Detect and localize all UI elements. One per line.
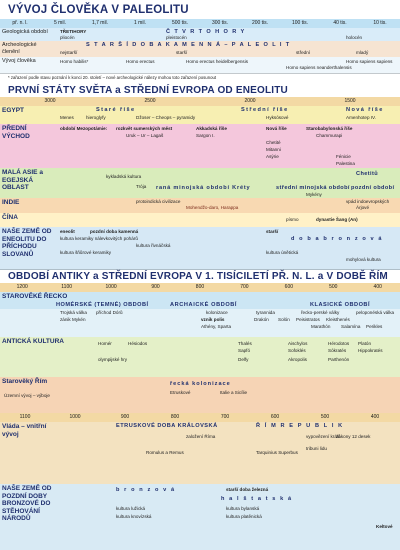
scale-tick-label: 100 tis. [291, 20, 309, 26]
row-text: HOMÉRSKÉ (TEMNÉ) OBDOBÍ [56, 302, 149, 308]
human-evolution-row [0, 57, 400, 74]
row-text: Platón [358, 341, 372, 346]
scale-tick-label: 1000 [105, 284, 117, 290]
row-label: Starověký Řím [2, 378, 48, 385]
row-text: b r o n z o v á [116, 487, 176, 493]
row-text: rozkvět sumerských měst [116, 126, 173, 131]
scale-tick-label: 10 tis. [373, 20, 387, 26]
row-text: Solón [278, 317, 290, 322]
scale-tick-label: 500 [320, 414, 330, 420]
row-label: INDIE [2, 199, 20, 206]
scale-tick-label: 600 [270, 414, 280, 420]
scale-tick-label: 900 [120, 414, 130, 420]
row-text: kultura únětická [266, 250, 299, 255]
china-row [0, 213, 400, 228]
row-text: zánik Mykén [60, 317, 86, 322]
scale-tick-label: 300 tis. [211, 20, 229, 26]
row-label: Archeologické členění [2, 42, 37, 55]
paleolit-time-scale [0, 19, 400, 28]
row-text: kultura šňůrové keramiky [60, 250, 112, 255]
row-text: založení Říma [186, 434, 216, 439]
row-text: Starobabylonská říše [306, 126, 353, 131]
row-text: Tarquinius Superbus [256, 450, 298, 455]
paleolit-heading: VÝVOJ ČLOVĚKA V PALEOLITU [8, 4, 189, 16]
row-text: kultura knovízská [116, 514, 152, 519]
row-text: vznik polis [201, 317, 225, 322]
row-text: Amenhotep IV. [346, 115, 376, 120]
row-label: NAŠE ZEMĚ OD POZDNÍ DOBY BRONZOVÉ DO STĚHOVÁNÍ NÁRODŮ [2, 485, 52, 522]
row-text: kultura keramiky nálevkovitých pohárů [60, 236, 138, 241]
scale-tick-label: 700 [240, 284, 249, 290]
ancient-culture-row [0, 337, 400, 378]
row-text: Nová říše [266, 126, 287, 131]
row-text: Hippokratés [358, 348, 383, 353]
scale-tick-label: 1200 [16, 284, 28, 290]
row-text: Střední říše [241, 107, 289, 113]
row-text: Mitanni [266, 147, 281, 152]
ancient-rome-row [0, 377, 400, 414]
row-text: Sókratés [328, 348, 347, 353]
scale-tick-label: 1000 [69, 414, 81, 420]
row-text: pozdní doba kamenná [90, 229, 139, 234]
row-text: Athény, Sparta [201, 324, 232, 329]
row-text: Etruskové [170, 390, 191, 395]
row-label [0, 309, 56, 337]
row-text: Parthenón [328, 357, 350, 362]
scale-tick-label: 1,7 mil. [91, 20, 109, 26]
row-text: Hérodotos [328, 341, 350, 346]
row-text: Hésiodos [128, 341, 148, 346]
row-label: Vývoj člověka [2, 58, 36, 64]
scale-tick-label: 1500 [344, 98, 356, 104]
row-text: Homo sapiens neanderthalensis [286, 65, 352, 70]
row-text: kultura lužická [116, 506, 146, 511]
antika-lower-time-scale [0, 413, 400, 422]
row-text: Chammurapi [316, 133, 343, 138]
row-text: Italie a Sicílie [220, 390, 248, 395]
geologic-periods-row [0, 28, 400, 42]
row-text: pleistocén [166, 35, 187, 40]
scale-tick-label: 40 tis. [333, 20, 347, 26]
row-text: pozdní období [351, 185, 395, 191]
scale-tick-label: 2500 [144, 98, 156, 104]
row-text: řecko-perské války [301, 310, 340, 315]
row-text: starší [176, 50, 188, 55]
row-text: Menes [60, 115, 74, 120]
row-text: písmo [286, 217, 299, 222]
row-text: Č T V R T O H O R Y [166, 29, 246, 35]
row-text: Aischylos [288, 341, 308, 346]
row-text: střední minojská období [276, 185, 350, 191]
row-text: holocén [346, 35, 363, 40]
eneolit-time-scale [0, 97, 400, 106]
row-text: S T A R Š Í D O B A K A M E N N Á – P A L E O L I T [86, 42, 291, 48]
row-text: Chetitů [356, 171, 379, 177]
row-text: Homo erectus heidelbergensis [186, 59, 249, 64]
row-text: hieroglyfy [86, 115, 106, 120]
scale-tick-label: 1 mil. [134, 20, 146, 26]
scale-tick-label: 800 [195, 284, 205, 290]
row-text: Homo habilis* [60, 59, 89, 64]
row-text: Perikles [366, 324, 383, 329]
eneolit-heading: PRVNÍ STÁTY SVĚTA a STŘEDNÍ EVROPA OD ENEOLITU [8, 85, 288, 96]
scale-tick-label: 500 tis. [171, 20, 189, 26]
antika-heading: OBDOBÍ ANTIKY a STŘEDNÍ EVROPA V 1. TISÍCILETÍ PŘ. N. L. a V DOBĚ ŘÍM [8, 271, 388, 282]
asia-minor-row [0, 168, 400, 199]
row-text: Delfy [238, 357, 249, 362]
scale-tick-label: 600 [284, 284, 294, 290]
row-label: Geologická období [2, 29, 48, 35]
row-text: ARCHAICKÉ OBDOBÍ [170, 302, 238, 308]
row-text: Územní vývoj – výboje [4, 393, 50, 398]
near-east-row [0, 124, 400, 169]
row-text: Árjové [356, 205, 370, 210]
row-text: kultura bylanská [226, 506, 260, 511]
row-text: mohylová kultura [346, 257, 381, 262]
row-text: Staré říše [96, 107, 136, 113]
row-text: zákony 12 desek [336, 434, 371, 439]
row-text: d o b a b r o n z o v á [291, 236, 384, 242]
greece-events-row [0, 309, 400, 338]
row-label: ANTICKÁ KULTURA [2, 338, 64, 345]
scale-tick-label: 800 [170, 414, 180, 420]
row-text: Homo sapiens sapiens [346, 59, 393, 64]
row-text: Chetité [266, 140, 281, 145]
row-text: peloponéská válka [356, 310, 395, 315]
row-text: h a l š t a t s k á [221, 496, 293, 502]
row-text: olympijské hry [98, 357, 128, 362]
row-text: kultura platěnická [226, 514, 262, 519]
row-text: Trojská válka [60, 310, 87, 315]
row-label: ČÍNA [2, 214, 18, 221]
scale-tick-label: 5 mil. [54, 20, 66, 26]
row-text: Mohendžo-daro, Harappa [186, 205, 239, 210]
row-label: PŘEDNÍ VÝCHOD [2, 125, 30, 140]
row-text: Uruk – Ur – Lagaš [126, 133, 164, 138]
row-text: Akkadská říše [196, 126, 227, 131]
row-text: Drakón [254, 317, 269, 322]
row-text: eneolit [60, 229, 75, 234]
row-text: Salamína [341, 324, 361, 329]
scale-tick-label: 700 [220, 414, 230, 420]
row-text: tribuni lidu [306, 446, 327, 451]
row-text: Ř Í M R E P U B L I K [256, 423, 344, 429]
row-text: Nová říše [346, 107, 384, 113]
row-text: starší [266, 229, 279, 234]
india-row [0, 198, 400, 214]
row-label: Vláda – vnitřní vývoj [2, 423, 47, 438]
rome-government-row [0, 422, 400, 485]
row-text: Marathón [311, 324, 331, 329]
row-text: Mykény [306, 192, 322, 197]
row-text: kultura řivnáčská [136, 243, 171, 248]
row-text: Akropolis [288, 357, 307, 362]
row-text: střední [296, 50, 311, 55]
row-text: Sapfó [238, 348, 251, 353]
row-text: mladý [356, 50, 369, 55]
row-text: Sofoklés [288, 348, 306, 353]
row-label: MALÁ ASIE a EGEJSKÁ OBLAST [2, 169, 43, 191]
row-text: Homo erectus [126, 59, 155, 64]
row-text: období Mezopotámie: [60, 126, 108, 131]
our-lands-eneolit-row [0, 227, 400, 270]
scale-tick-label: 200 tis. [251, 20, 269, 26]
row-text: Asýrie [266, 154, 279, 159]
ancient-greece-row [0, 292, 400, 310]
row-text: Džoser – Cheops – pyramidy [136, 115, 196, 120]
row-label: STAROVĚKÉ ŘECKO [2, 293, 68, 300]
paleolit-footnote: * zařazení podle stavu poznání k konci 20. století – nové archeologické nálezy mohou toto zařazení posunout [8, 75, 217, 80]
scale-tick-label: 3000 [44, 98, 56, 104]
row-label: NAŠE ZEMĚ OD ENEOLITU DO PŘÍCHODU SLOVANŮ [2, 228, 52, 258]
row-text: kykladská kultura [106, 174, 142, 179]
row-text: Kleisthenés [326, 317, 350, 322]
row-text: tyrannida [256, 310, 275, 315]
archeological-periods-row [0, 41, 400, 58]
row-text: Hyksósové [266, 115, 289, 120]
scale-tick-label: 400 [373, 284, 382, 290]
row-text: nejstarší [60, 50, 78, 55]
row-text: Sargon I. [196, 133, 215, 138]
scale-tick-label: 1100 [61, 284, 73, 290]
antika-time-scale [0, 283, 400, 292]
row-text: dynastie Šang (An) [316, 217, 358, 222]
row-text: Thalés [238, 341, 252, 346]
row-text: Trója [136, 184, 147, 189]
row-text: Peisistratos [296, 317, 320, 322]
row-text: vypovězení králů [306, 434, 341, 439]
scale-tick-label: 900 [151, 284, 160, 290]
our-lands-bronze-row [0, 484, 400, 550]
scale-tick-label: 1100 [19, 414, 31, 420]
scale-tick-label: 500 [329, 284, 338, 290]
row-text: Palestina [336, 161, 355, 166]
row-text: Romulus a Remus [146, 450, 184, 455]
row-text: starší doba železná [226, 487, 269, 492]
scale-tick-label: př. n. l. [12, 20, 28, 26]
row-text: raná minojská období Kréty [156, 185, 251, 191]
row-text: KLASICKÉ OBDOBÍ [310, 302, 371, 308]
egypt-row [0, 106, 400, 125]
row-text: ETRUSKOVÉ DOBA KRÁLOVSKÁ [116, 423, 218, 429]
row-text: TŘETIHORY [60, 29, 87, 34]
scale-tick-label: 2000 [244, 98, 256, 104]
row-text: kolonizace [206, 310, 228, 315]
row-text: protoindická civilizace [136, 199, 181, 204]
row-label: EGYPT [2, 107, 25, 114]
scale-tick-label: 400 [370, 414, 380, 420]
row-text: Keltové [376, 524, 393, 529]
row-text: Fénicie [336, 154, 351, 159]
row-text: Homér [98, 341, 112, 346]
row-text: řecká kolonizace [170, 381, 231, 387]
row-text: vpád indoevropských [346, 199, 390, 204]
row-text: příchod Dórů [96, 310, 123, 315]
row-text: pliocén [60, 35, 75, 40]
